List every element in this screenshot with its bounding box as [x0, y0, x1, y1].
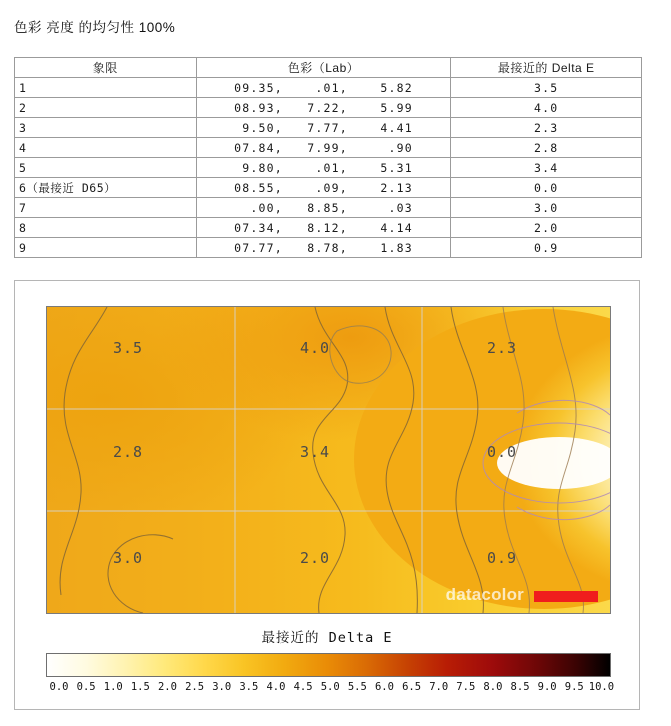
contour-value-label: 3.4 [300, 443, 331, 461]
colorbar-tick: 7.0 [429, 681, 449, 693]
column-header-lab: 色彩（Lab） [196, 58, 451, 78]
cell-quadrant: 3 [15, 118, 197, 138]
cell-quadrant: 2 [15, 98, 197, 118]
cell-delta-e: 2.0 [451, 218, 642, 238]
contour-value-label: 2.0 [300, 549, 331, 567]
table-row [15, 158, 642, 178]
cell-lab: 9.50, 7.77, 4.41 [196, 118, 451, 138]
cell-quadrant: 4 [15, 138, 197, 158]
page-title: 色彩 亮度 的均匀性 100% [14, 20, 176, 35]
cell-quadrant: 5 [15, 158, 197, 178]
colorbar-tick: 6.0 [374, 681, 394, 693]
cell-delta-e: 3.0 [451, 198, 642, 218]
colorbar-tick: 8.0 [483, 681, 503, 693]
colorbar-tick: 7.5 [456, 681, 476, 693]
table-row [15, 98, 642, 118]
uniformity-table-wrapper [14, 57, 642, 258]
contour-plot [46, 306, 611, 614]
colorbar-tick-labels [46, 681, 615, 697]
datacolor-watermark: datacolor [445, 585, 524, 604]
colorbar-tick: 2.5 [185, 681, 205, 693]
cell-quadrant: 6（最接近 D65） [15, 178, 197, 198]
colorbar-tick: 4.5 [293, 681, 313, 693]
cell-quadrant: 8 [15, 218, 197, 238]
cell-delta-e: 0.0 [451, 178, 642, 198]
cell-delta-e: 3.4 [451, 158, 642, 178]
colorbar-tick: 0.5 [76, 681, 96, 693]
cell-lab: 09.35, .01, 5.82 [196, 78, 451, 98]
colorbar-tick: 3.5 [239, 681, 259, 693]
table-row [15, 138, 642, 158]
cell-lab: 08.93, 7.22, 5.99 [196, 98, 451, 118]
colorbar-tick: 3.0 [212, 681, 232, 693]
colorbar-tick: 2.0 [157, 681, 177, 693]
colorbar-tick: 1.0 [103, 681, 123, 693]
uniformity-table [14, 57, 642, 258]
contour-value-label: 2.8 [113, 443, 144, 461]
cell-lab: 08.55, .09, 2.13 [196, 178, 451, 198]
colorbar-tick: 4.0 [266, 681, 286, 693]
colorbar-tick: 6.5 [402, 681, 422, 693]
colorbar-tick: 9.0 [537, 681, 557, 693]
contour-value-label: 2.3 [487, 339, 518, 357]
uniformity-chart-panel [14, 280, 640, 710]
cell-quadrant: 7 [15, 198, 197, 218]
datacolor-logo-bar [534, 591, 598, 602]
contour-value-label: 0.9 [487, 549, 518, 567]
cell-lab: 07.77, 8.78, 1.83 [196, 238, 451, 258]
table-row [15, 238, 642, 258]
table-row [15, 78, 642, 98]
cell-quadrant: 9 [15, 238, 197, 258]
colorbar-tick: 1.5 [130, 681, 150, 693]
cell-delta-e: 4.0 [451, 98, 642, 118]
cell-delta-e: 2.3 [451, 118, 642, 138]
cell-lab: 07.34, 8.12, 4.14 [196, 218, 451, 238]
column-header-delta-e: 最接近的 Delta E [451, 58, 642, 78]
cell-lab: 07.84, 7.99, .90 [196, 138, 451, 158]
colorbar-tick: 0.0 [49, 681, 69, 693]
colorbar-tick: 8.5 [510, 681, 530, 693]
colorbar-tick: 9.5 [564, 681, 584, 693]
colorbar-tick: 10.0 [588, 681, 615, 693]
cell-delta-e: 2.8 [451, 138, 642, 158]
contour-value-label: 3.5 [113, 339, 144, 357]
cell-lab: .00, 8.85, .03 [196, 198, 451, 218]
table-row [15, 218, 642, 238]
colorbar-tick: 5.5 [347, 681, 367, 693]
contour-value-label: 4.0 [300, 339, 331, 357]
colorbar [46, 653, 611, 677]
colorbar-gradient [47, 654, 610, 676]
colorbar-tick: 5.0 [320, 681, 340, 693]
cell-quadrant: 1 [15, 78, 197, 98]
table-row [15, 178, 642, 198]
contour-value-label: 0.0 [487, 443, 518, 461]
colorbar-title: 最接近的 Delta E [261, 630, 393, 646]
table-header-row [15, 58, 642, 78]
column-header-quadrant: 象限 [15, 58, 197, 78]
cell-lab: 9.80, .01, 5.31 [196, 158, 451, 178]
cell-delta-e: 3.5 [451, 78, 642, 98]
table-row [15, 118, 642, 138]
contour-value-label: 3.0 [113, 549, 144, 567]
contour-plot-svg [47, 307, 610, 613]
cell-delta-e: 0.9 [451, 238, 642, 258]
table-row [15, 198, 642, 218]
